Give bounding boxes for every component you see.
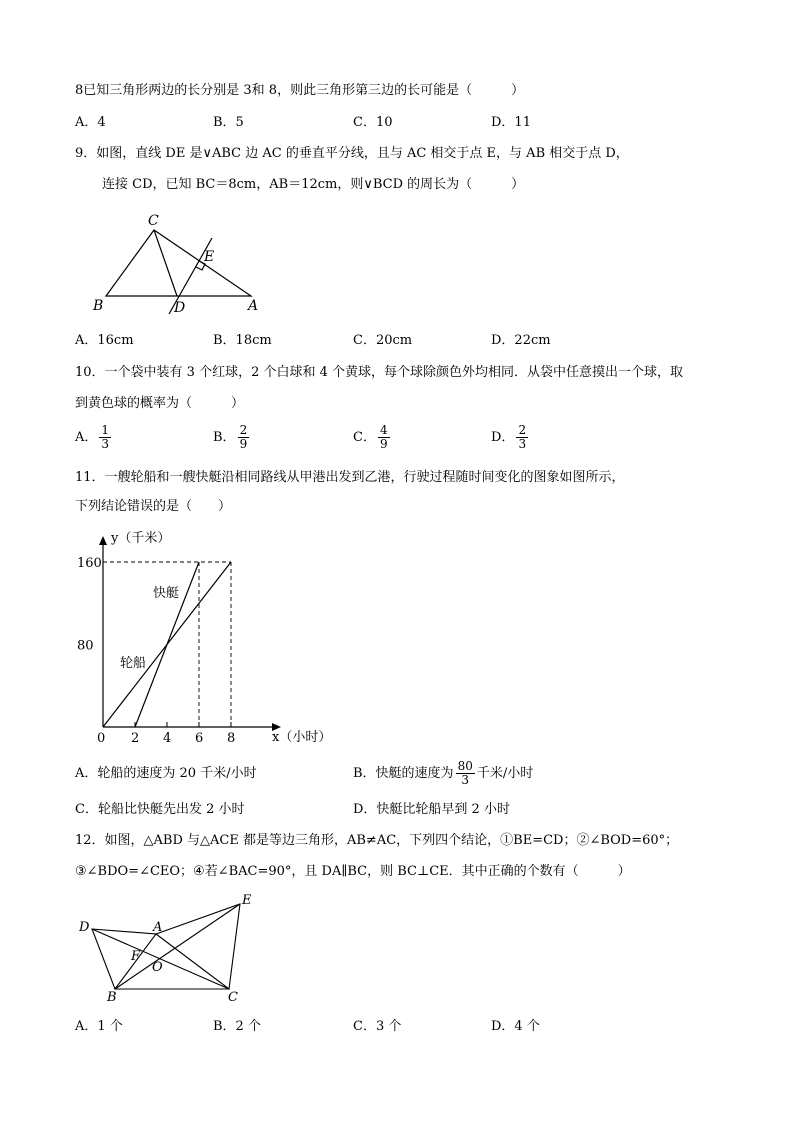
q10-option-b-numerator: 2 xyxy=(239,423,248,437)
q8-stem: 8已知三角形两边的长分别是 3和 8，则此三角形第三边的长可能是（ ） xyxy=(75,83,525,98)
q8-option-d: D．11 xyxy=(491,115,531,130)
q11-series-label-speedboat: 快艇 xyxy=(153,586,180,601)
q11-x-tick-label-8: 8 xyxy=(227,731,236,746)
q11-stem-line1: 11．一艘轮船和一艘快艇沿相同路线从甲港出发到乙港，行驶过程随时间变化的图象如图所示， xyxy=(75,470,625,485)
q12-triangle-abd xyxy=(92,929,156,989)
q12-option-b: B．2 个 xyxy=(213,1019,261,1034)
q11-y-tick-label-160: 160 xyxy=(77,556,102,571)
q11-x-tick-label-2: 2 xyxy=(131,731,140,746)
q11-option-b-numerator: 80 xyxy=(457,759,473,773)
q11-option-b-denominator: 3 xyxy=(461,773,470,787)
q11-y-axis-label-text: y（千米） xyxy=(111,531,171,546)
q11-option-d: D．快艇比轮船早到 2 小时 xyxy=(353,802,510,817)
q9-option-c: C．20cm xyxy=(353,333,413,348)
q12-option-d: D．4 个 xyxy=(491,1019,540,1034)
q9-label-a: A xyxy=(248,298,259,314)
q12-label-e: E xyxy=(242,893,252,908)
q12-stem-line2: ③∠BDO=∠CEO；④若∠BAC=90°，且 DA∥BC，则 BC⊥CE．其中正确的个数有（ ） xyxy=(75,864,631,879)
q11-option-b-post: 千米/小时 xyxy=(476,766,534,781)
q8-option-b: B．5 xyxy=(213,115,244,130)
q12-label-c: C xyxy=(228,990,238,1005)
q11-option-c: C．轮船比快艇先出发 2 小时 xyxy=(75,802,245,817)
q10-option-a-numerator: 1 xyxy=(101,423,110,437)
q10-option-d-numerator: 2 xyxy=(518,423,527,437)
q12-label-o: O xyxy=(152,960,163,975)
q9-stem-line2: 连接 CD，已知 BC＝8cm，AB＝12cm，则∨BCD 的周长为（ ） xyxy=(102,177,525,192)
q11-x-tick-label-6: 6 xyxy=(195,731,204,746)
q12-option-c: C．3 个 xyxy=(353,1019,402,1034)
q12-option-a: A．1 个 xyxy=(75,1019,123,1034)
q9-option-b: B．18cm xyxy=(213,333,272,348)
q10-option-d-denominator: 3 xyxy=(518,437,527,451)
q11-stem-line2: 下列结论错误的是（ ） xyxy=(75,499,232,514)
q9-option-a: A．16cm xyxy=(75,333,134,348)
q9-label-b: B xyxy=(93,298,104,314)
q11-option-a: A．轮船的速度为 20 千米/小时 xyxy=(75,766,257,781)
q11-y-tick-label-80: 80 xyxy=(77,638,94,654)
q12-label-d: D xyxy=(79,920,90,935)
q10-option-b-denominator: 9 xyxy=(239,437,248,451)
q11-x-tick-label-4: 4 xyxy=(163,731,172,746)
q12-triangle-ace xyxy=(156,904,240,989)
q11-series-label-ship: 轮船 xyxy=(120,656,147,671)
q11-option-b-pre: B．快艇的速度为 xyxy=(353,766,454,781)
q12-segment-be xyxy=(115,904,240,989)
q12-label-b: B xyxy=(107,990,117,1005)
q11-x-axis-label-text: x（小时） xyxy=(272,730,332,745)
q9-option-d: D．22cm xyxy=(491,333,551,348)
q10-option-a-denominator: 3 xyxy=(101,437,110,451)
q9-label-d: D xyxy=(174,300,186,316)
q10-option-d-letter: D． xyxy=(491,430,515,445)
q11-x-tick-label-0: 0 xyxy=(97,731,106,746)
q10-stem-line1: 10．一个袋中装有 3 个红球，2 个白球和 4 个黄球，每个球除颜色外均相同．从袋中任意摸出一个球，取 xyxy=(75,365,684,380)
q8-option-a: A．4 xyxy=(75,115,106,130)
q12-stem-line1: 12．如图，△ABD 与△ACE 都是等边三角形，AB≠AC，下列四个结论，①BE=CD；②∠BOD=60°； xyxy=(75,833,679,848)
q12-label-a: A xyxy=(153,920,163,935)
q12-label-f: F xyxy=(131,949,141,964)
q10-option-a-letter: A． xyxy=(75,430,98,445)
q9-label-e: E xyxy=(204,249,215,265)
q9-label-c: C xyxy=(148,213,159,229)
q10-option-c-letter: C． xyxy=(353,430,376,445)
q8-option-c: C．10 xyxy=(353,115,393,130)
q9-stem-line1: 9．如图，直线 DE 是∨ABC 边 AC 的垂直平分线，且与 AC 相交于点 E，与 AB 相交于点 D， xyxy=(75,146,629,161)
q10-option-c-numerator: 4 xyxy=(379,423,388,437)
q10-stem-line2: 到黄色球的概率为（ ） xyxy=(75,396,245,411)
q10-option-b-letter: B． xyxy=(213,430,236,445)
q10-option-c-denominator: 9 xyxy=(379,437,388,451)
